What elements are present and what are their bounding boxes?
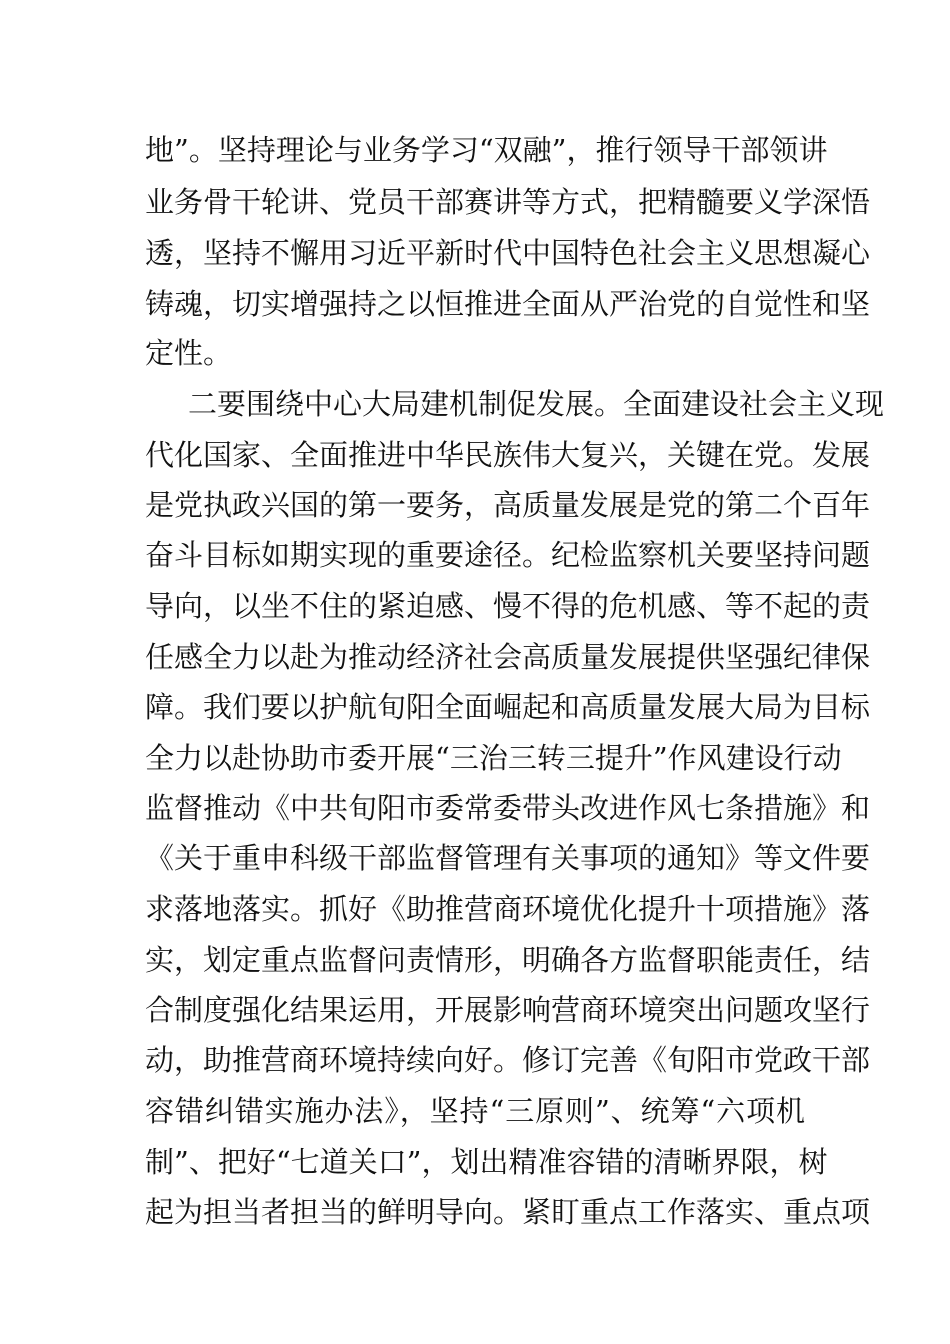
text-line: 《关于重申科级干部监督管理有关事项的通知》等文件要 [145,841,871,875]
paragraph-first-line: 二要围绕中心大局建机制促发展。全面建设社会主义现 [188,387,885,421]
text-line: 起为担当者担当的鲜明导向。紧盯重点工作落实、重点项 [145,1195,871,1229]
text-line: 制”、把好“七道关口”，划出精准容错的清晰界限，树 [145,1145,828,1179]
text-line: 定性。 [145,336,233,370]
text-line: 求落地落实。抓好《助推营商环境优化提升十项措施》落 [145,892,871,926]
text-line: 实，划定重点监督问责情形，明确各方监督职能责任，结 [145,943,871,977]
text-line: 代化国家、全面推进中华民族伟大复兴，关键在党。发展 [145,438,871,472]
text-line: 障。我们要以护航旬阳全面崛起和高质量发展大局为目标 [145,690,871,724]
text-line: 任感全力以赴为推动经济社会高质量发展提供坚强纪律保 [145,640,871,674]
text-line: 动，助推营商环境持续向好。修订完善《旬阳市党政干部 [145,1043,871,1077]
text-line: 监督推动《中共旬阳市委常委带头改进作风七条措施》和 [145,791,871,825]
text-line: 是党执政兴国的第一要务，高质量发展是党的第二个百年 [145,488,871,522]
text-line: 透，坚持不懈用习近平新时代中国特色社会主义思想凝心 [145,236,871,270]
text-line: 业务骨干轮讲、党员干部赛讲等方式，把精髓要义学深悟 [145,185,871,219]
text-line: 全力以赴协助市委开展“三治三转三提升”作风建设行动 [145,741,842,775]
text-line: 奋斗目标如期实现的重要途径。纪检监察机关要坚持问题 [145,538,871,572]
text-line: 容错纠错实施办法》，坚持“三原则”、统筹“六项机 [145,1094,805,1128]
text-line: 导向，以坐不住的紧迫感、慢不得的危机感、等不起的责 [145,589,871,623]
text-line: 合制度强化结果运用，开展影响营商环境突出问题攻坚行 [145,993,871,1027]
text-line: 铸魂，切实增强持之以恒推进全面从严治党的自觉性和坚 [145,287,871,321]
text-line: 地”。坚持理论与业务学习“双融”，推行领导干部领讲 [145,133,828,167]
